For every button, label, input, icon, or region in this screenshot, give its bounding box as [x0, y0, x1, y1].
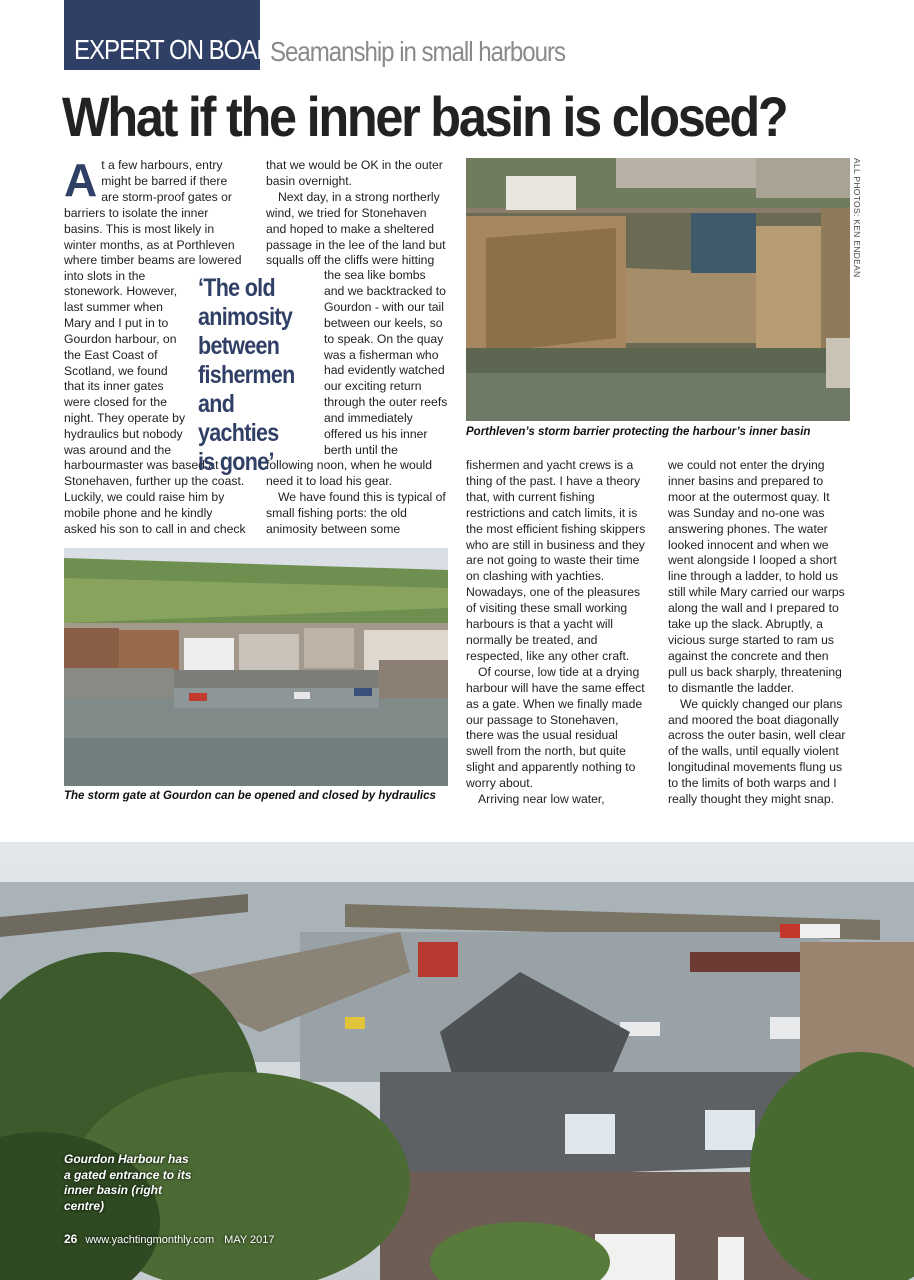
section-kicker	[64, 0, 290, 70]
column-1-top-text: t a few harbours, entry might be barred if there are storm-proof gates or barriers to isolate the inner basins. This is most likely in winter months, as at Porthleven where timber beams are lowered into slots in the	[64, 158, 242, 284]
column-2-narrow: the sea like bombs and we backtracked to Gourdon - with our tail between our keels, so to speak. On the quay was a fisherman who had evidently watched our exciting return through the outer reefs and immediately offered us his inner berth until the	[324, 268, 448, 457]
column-2-para-2: Next day, in a strong northerly wind, we tried for Stonehaven and hoped to make a sheltered passage in the lee of the land but squalls off the cliffs were hitting	[266, 189, 446, 268]
subsection-label: Seamanship in small harbours	[270, 36, 566, 67]
gourdon-harbour-illustration	[0, 842, 914, 1280]
gourdon-harbour-caption: Gourdon Harbour has a gated entrance to its inner basin (right centre)	[64, 1152, 192, 1213]
headline: What if the inner basin is closed?	[62, 85, 787, 148]
column-4-para-2: We quickly changed our plans and moored the boat diagonally across the outer basin, well clear of the walls, until equally violent longitudinal movements flung us to the limits of both warps and I really thought they might snap.	[668, 696, 846, 807]
column-1-narrow: stonework. However, last summer when Mary and I put in to Gourdon harbour, on the East Coast of Scotland, we found that its inner gates were closed for the night. They operate by hydraulics but nobody was around and the	[64, 284, 186, 458]
photo-credit: ALL PHOTOS: KEN ENDEAN	[852, 158, 862, 278]
column-4	[668, 458, 848, 808]
column-2-para-1: that we would be OK in the outer basin overnight.	[266, 158, 443, 188]
column-4-para-1: we could not enter the drying inner basins and prepared to moor at the outermost quay. It was Sunday and no-one was answering phones. The water looked innocent and when we went alongside I looped a short line through a ladder, to hold us still while Mary carried our warps along the wall and I prepared to take up the slack. Abruptly, a vicious surge started to ram us against the concrete and then pull us back sharply, threatening to dismantle the ladder.	[668, 458, 845, 695]
page-number: 26	[64, 1232, 78, 1246]
column-3-para-1: fishermen and yacht crews is a thing of the past. I have a theory that, with current fishing restrictions and catch limits, it is the most efficient fishing skippers who are still in business and they are not going to waste their time on clashing with yachties. Nowadays, one of the pleasures of visiting these small working harbours is that a yacht will normally be treated, and respected, like any other craft.	[466, 458, 646, 663]
column-3-para-3: Arriving near low water,	[478, 792, 605, 807]
column-1-bottom: harbourmaster was based at Stonehaven, further up the coast. Luckily, we could raise him by mobile phone and he kindly asked his son to call in and check	[64, 458, 246, 536]
gourdon-gate-photo	[64, 548, 448, 786]
page-footer	[64, 1232, 275, 1246]
porthleven-photo	[466, 158, 850, 421]
column-2-para-3: following noon, when he would need it to load his gear.	[266, 458, 433, 488]
gourdon-gate-caption: The storm gate at Gourdon can be opened and closed by hydraulics	[64, 790, 436, 802]
section-label: EXPERT ON BOARD	[74, 34, 290, 65]
gourdon-gate-illustration	[64, 548, 448, 786]
column-3	[466, 458, 646, 808]
column-3-para-2: Of course, low tide at a drying harbour will have the same effect as a gate. When we finally made our passage to Stonehaven, there was the usual residual swell from the north, but quite slight and apparently nothing to worry about.	[466, 664, 645, 791]
column-1-top	[64, 154, 242, 285]
footer-issue: MAY 2017	[224, 1234, 275, 1246]
column-2-top	[266, 158, 446, 269]
dropcap: A	[64, 154, 98, 206]
porthleven-illustration	[466, 158, 850, 421]
pull-quote: ‘The old animosity between fishermen and yachties is gone’	[198, 274, 295, 476]
gourdon-harbour-photo	[0, 842, 914, 1280]
footer-url: www.yachtingmonthly.com	[85, 1234, 215, 1246]
column-2-para-4: We have found this is typical of small fishing ports: the old animosity between some	[266, 489, 446, 536]
porthleven-caption: Porthleven’s storm barrier protecting the harbour’s inner basin	[466, 426, 811, 438]
